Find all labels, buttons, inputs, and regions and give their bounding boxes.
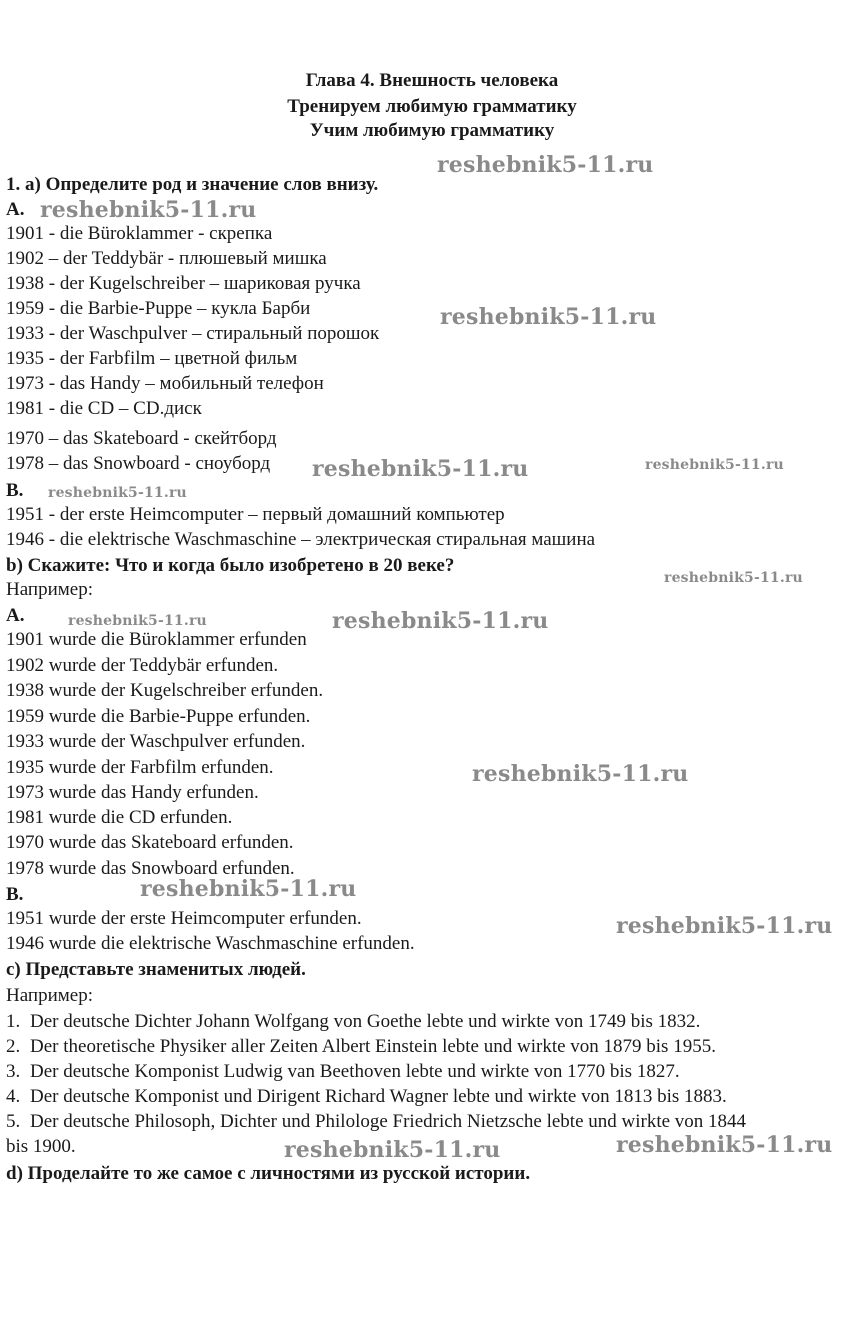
task-a-line: 1970 – das Skateboard - скейтборд (6, 428, 277, 449)
chapter-subtitle-2: Учим любимую грамматику (309, 120, 555, 141)
task-c-item (6, 1060, 680, 1084)
task-a-line: 1902 – der Teddybär - плюшевый мишка (6, 248, 327, 269)
task-a-heading: 1. а) Определите род и значение слов внизу. (6, 174, 379, 195)
watermark: reshebnik5-11.ru (284, 1137, 501, 1163)
task-c-item (6, 1110, 746, 1134)
watermark: reshebnik5-11.ru (645, 457, 784, 473)
item-text: Der deutsche Komponist und Dirigent Richard Wagner lebte und wirkte von 1813 bis 1883. (30, 1086, 727, 1107)
task-b-line: 1901 wurde die Büroklammer erfunden (6, 629, 307, 650)
watermark: reshebnik5-11.ru (312, 456, 529, 482)
item-number: 5. (6, 1111, 21, 1132)
task-b-line: 1959 wurde die Barbie-Puppe erfunden. (6, 706, 311, 727)
task-a-line: 1951 - der erste Heimcomputer – первый домашний компьютер (6, 504, 505, 525)
task-b-line: 1973 wurde das Handy erfunden. (6, 782, 259, 803)
task-b-group-b-label: B. (6, 884, 24, 905)
watermark: reshebnik5-11.ru (40, 197, 257, 223)
item-number: 2. (6, 1036, 21, 1057)
task-b-line: 1978 wurde das Snowboard erfunden. (6, 858, 295, 879)
task-c-item (6, 1010, 700, 1034)
task-d-heading: d) Проделайте то же самое с личностями из русской истории. (6, 1163, 531, 1184)
watermark: reshebnik5-11.ru (616, 913, 833, 939)
task-a-group-b-label: B. (6, 480, 24, 501)
task-b-line: 1938 wurde der Kugelschreiber erfunden. (6, 680, 324, 701)
task-a-line: 1901 - die Büroklammer - скрепка (6, 223, 273, 244)
watermark: reshebnik5-11.ru (664, 570, 803, 586)
chapter-title: Глава 4. Внешность человека (305, 70, 559, 91)
task-a-line: 1959 - die Barbie-Puppe – кукла Барби (6, 298, 311, 319)
task-b-line: 1951 wurde der erste Heimcomputer erfunden. (6, 908, 362, 929)
task-c-item (6, 1035, 716, 1059)
task-a-line: 1933 - der Waschpulver – стиральный порошок (6, 323, 380, 344)
watermark: reshebnik5-11.ru (472, 761, 689, 787)
chapter-subtitle-1: Тренируем любимую грамматику (287, 96, 577, 117)
watermark: reshebnik5-11.ru (440, 304, 657, 330)
task-b-line: 1935 wurde der Farbfilm erfunden. (6, 757, 274, 778)
task-b-line: 1946 wurde die elektrische Waschmaschine erfunden. (6, 933, 415, 954)
watermark: reshebnik5-11.ru (437, 152, 654, 178)
task-a-line: 1978 – das Snowboard - сноуборд (6, 453, 271, 474)
task-b-heading: b) Скажите: Что и когда было изобретено в 20 веке? (6, 555, 455, 576)
task-a-group-a-label: A. (6, 199, 25, 220)
item-text: Der deutsche Philosoph, Dichter und Philologe Friedrich Nietzsche lebte und wirkte von 1844 (30, 1111, 747, 1132)
watermark: reshebnik5-11.ru (140, 876, 357, 902)
item-number: 3. (6, 1061, 21, 1082)
item-text: Der deutsche Dichter Johann Wolfgang von Goethe lebte und wirkte von 1749 bis 1832. (30, 1011, 701, 1032)
task-a-line: 1973 - das Handy – мобильный телефон (6, 373, 324, 394)
task-a-line: 1935 - der Farbfilm – цветной фильм (6, 348, 298, 369)
task-b-line: 1970 wurde das Skateboard erfunden. (6, 832, 294, 853)
task-a-line: 1938 - der Kugelschreiber – шариковая ручка (6, 273, 361, 294)
item-text: Der theoretische Physiker aller Zeiten Albert Einstein lebte und wirkte von 1879 bis 1955. (30, 1036, 716, 1057)
item-text: Der deutsche Komponist Ludwig van Beethoven lebte und wirkte von 1770 bis 1827. (30, 1061, 680, 1082)
watermark: reshebnik5-11.ru (616, 1132, 833, 1158)
task-c-example-label: Например: (6, 985, 93, 1006)
watermark: reshebnik5-11.ru (332, 608, 549, 634)
task-b-line: 1933 wurde der Waschpulver erfunden. (6, 731, 306, 752)
task-c-item-continuation: bis 1900. (6, 1136, 76, 1157)
item-number: 4. (6, 1086, 21, 1107)
task-a-line: 1946 - die elektrische Waschmaschine – электрическая стиральная машина (6, 529, 596, 550)
task-b-line: 1902 wurde der Teddybär erfunden. (6, 655, 279, 676)
task-b-example-label: Например: (6, 579, 93, 600)
watermark: reshebnik5-11.ru (68, 613, 207, 629)
task-c-item (6, 1085, 727, 1109)
task-a-line: 1981 - die CD – CD.диск (6, 398, 202, 419)
item-number: 1. (6, 1011, 21, 1032)
task-b-line: 1981 wurde die CD erfunden. (6, 807, 233, 828)
task-b-group-a-label: A. (6, 605, 25, 626)
watermark: reshebnik5-11.ru (48, 485, 187, 501)
task-c-heading: c) Представьте знаменитых людей. (6, 959, 306, 980)
